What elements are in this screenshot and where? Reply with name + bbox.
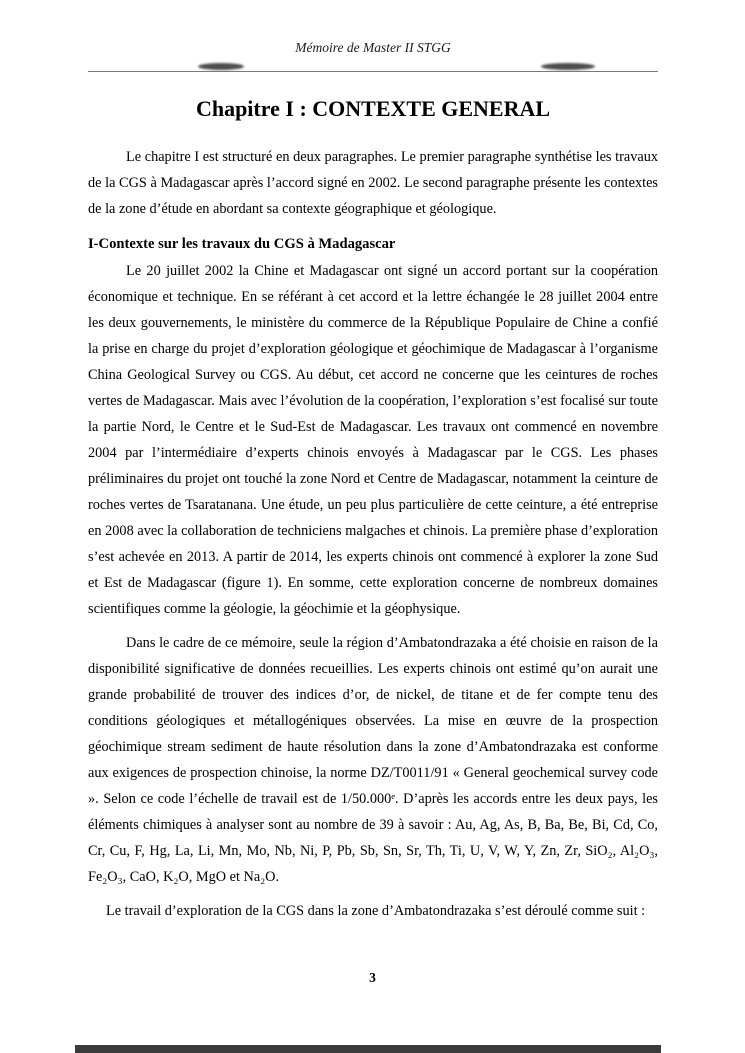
closing-paragraph: Le travail d’exploration de la CGS dans la zone d’Ambatondrazaka s’est déroulé comme suit : (106, 903, 646, 919)
intro-paragraph: Le chapitre I est structuré en deux paragraphes. Le premier paragraphe synthétise les travaux de la CGS à Madagascar après l’accord signé en 2002. Le second paragraphe présente les contextes de la zone d’étude en abordant sa contexte géographique et géologique. (88, 149, 658, 217)
section-paragraph-2: Dans le cadre de ce mémoire, seule la région d’Ambatondrazaka a été choisie en raison de la disponibilité significative de données recueillies. Les experts chinois ont estimé qu’on aurait une grande probabilité de trouver des indices d’or, de nickel, de titane et de fer compte tenu des conditions géologiques et métallogéniques observées. La mise en œuvre de la prospection géochimique stream sediment de haute résolution dans la zone d’Ambatondrazaka est conforme aux exigences de prospection chinoise, la norme DZ/T0011/91 « General geochemical survey code ». Selon ce code l’échelle de travail est de 1/50.000ᵉ. D’après les accords entre les deux pays, les éléments chimiques à analyser sont au nombre de 39 à savoir : Au, Ag, As, B, Ba, Be, Bi, Cd, Co, Cr, Cu, F, Hg, La, Li, Mn, Mo, Nb, Ni, P, Pb, Sb, Sn, Sr, Th, Ti, U, V, W, Y, Zn, Zr, SiO₂, Al₂O₃, Fe₂O₃, CaO, K₂O, MgO et Na₂O. (88, 635, 658, 885)
running-header-title: Mémoire de Master II STGG (295, 40, 451, 55)
scan-artifact-left (198, 63, 244, 70)
next-page-edge (75, 1045, 661, 1053)
page-number: 3 (369, 970, 376, 985)
page-content (88, 86, 658, 924)
section-heading: I-Contexte sur les travaux du CGS à Madagascar (88, 236, 396, 252)
header-divider (88, 71, 658, 72)
scan-artifact-right (541, 63, 595, 70)
section-paragraph-1: Le 20 juillet 2002 la Chine et Madagascar ont signé un accord portant sur la coopération économique et technique. En se référant à cet accord et la lettre échangée le 28 juillet 2004 entre les deux gouvernements, le ministère du commerce de la République Populaire de Chine a confié la prise en charge du projet d’exploration géologique et géochimique de Madagascar à l’organisme China Geological Survey ou CGS. Au début, cet accord ne concerne que les ceintures de roches vertes de Madagascar. Mais avec l’évolution de la coopération, l’exploration s’est focalisé sur toute la partie Nord, le Centre et le Sud-Est de Madagascar. Les travaux ont commencé en novembre 2004 par l’intermédiaire d’experts chinois envoyés à Madagascar par le CGS. Les phases préliminaires du projet ont touché la zone Nord et Centre de Madagascar, notamment la ceinture de roches vertes de Tsaratanana. Une étude, un peu plus particulière de cette ceinture, a été entreprise en 2008 avec la collaboration de techniciens malgaches et chinois. La première phase d’exploration s’est achevée en 2013. A partir de 2014, les experts chinois ont commencé à explorer la zone Sud et Est de Madagascar (figure 1). En somme, cette exploration concerne de nombreux domaines scientifiques comme la géologie, la géochimie et la géophysique. (88, 263, 658, 617)
chapter-title: Chapitre I : CONTEXTE GENERAL (195, 96, 551, 121)
